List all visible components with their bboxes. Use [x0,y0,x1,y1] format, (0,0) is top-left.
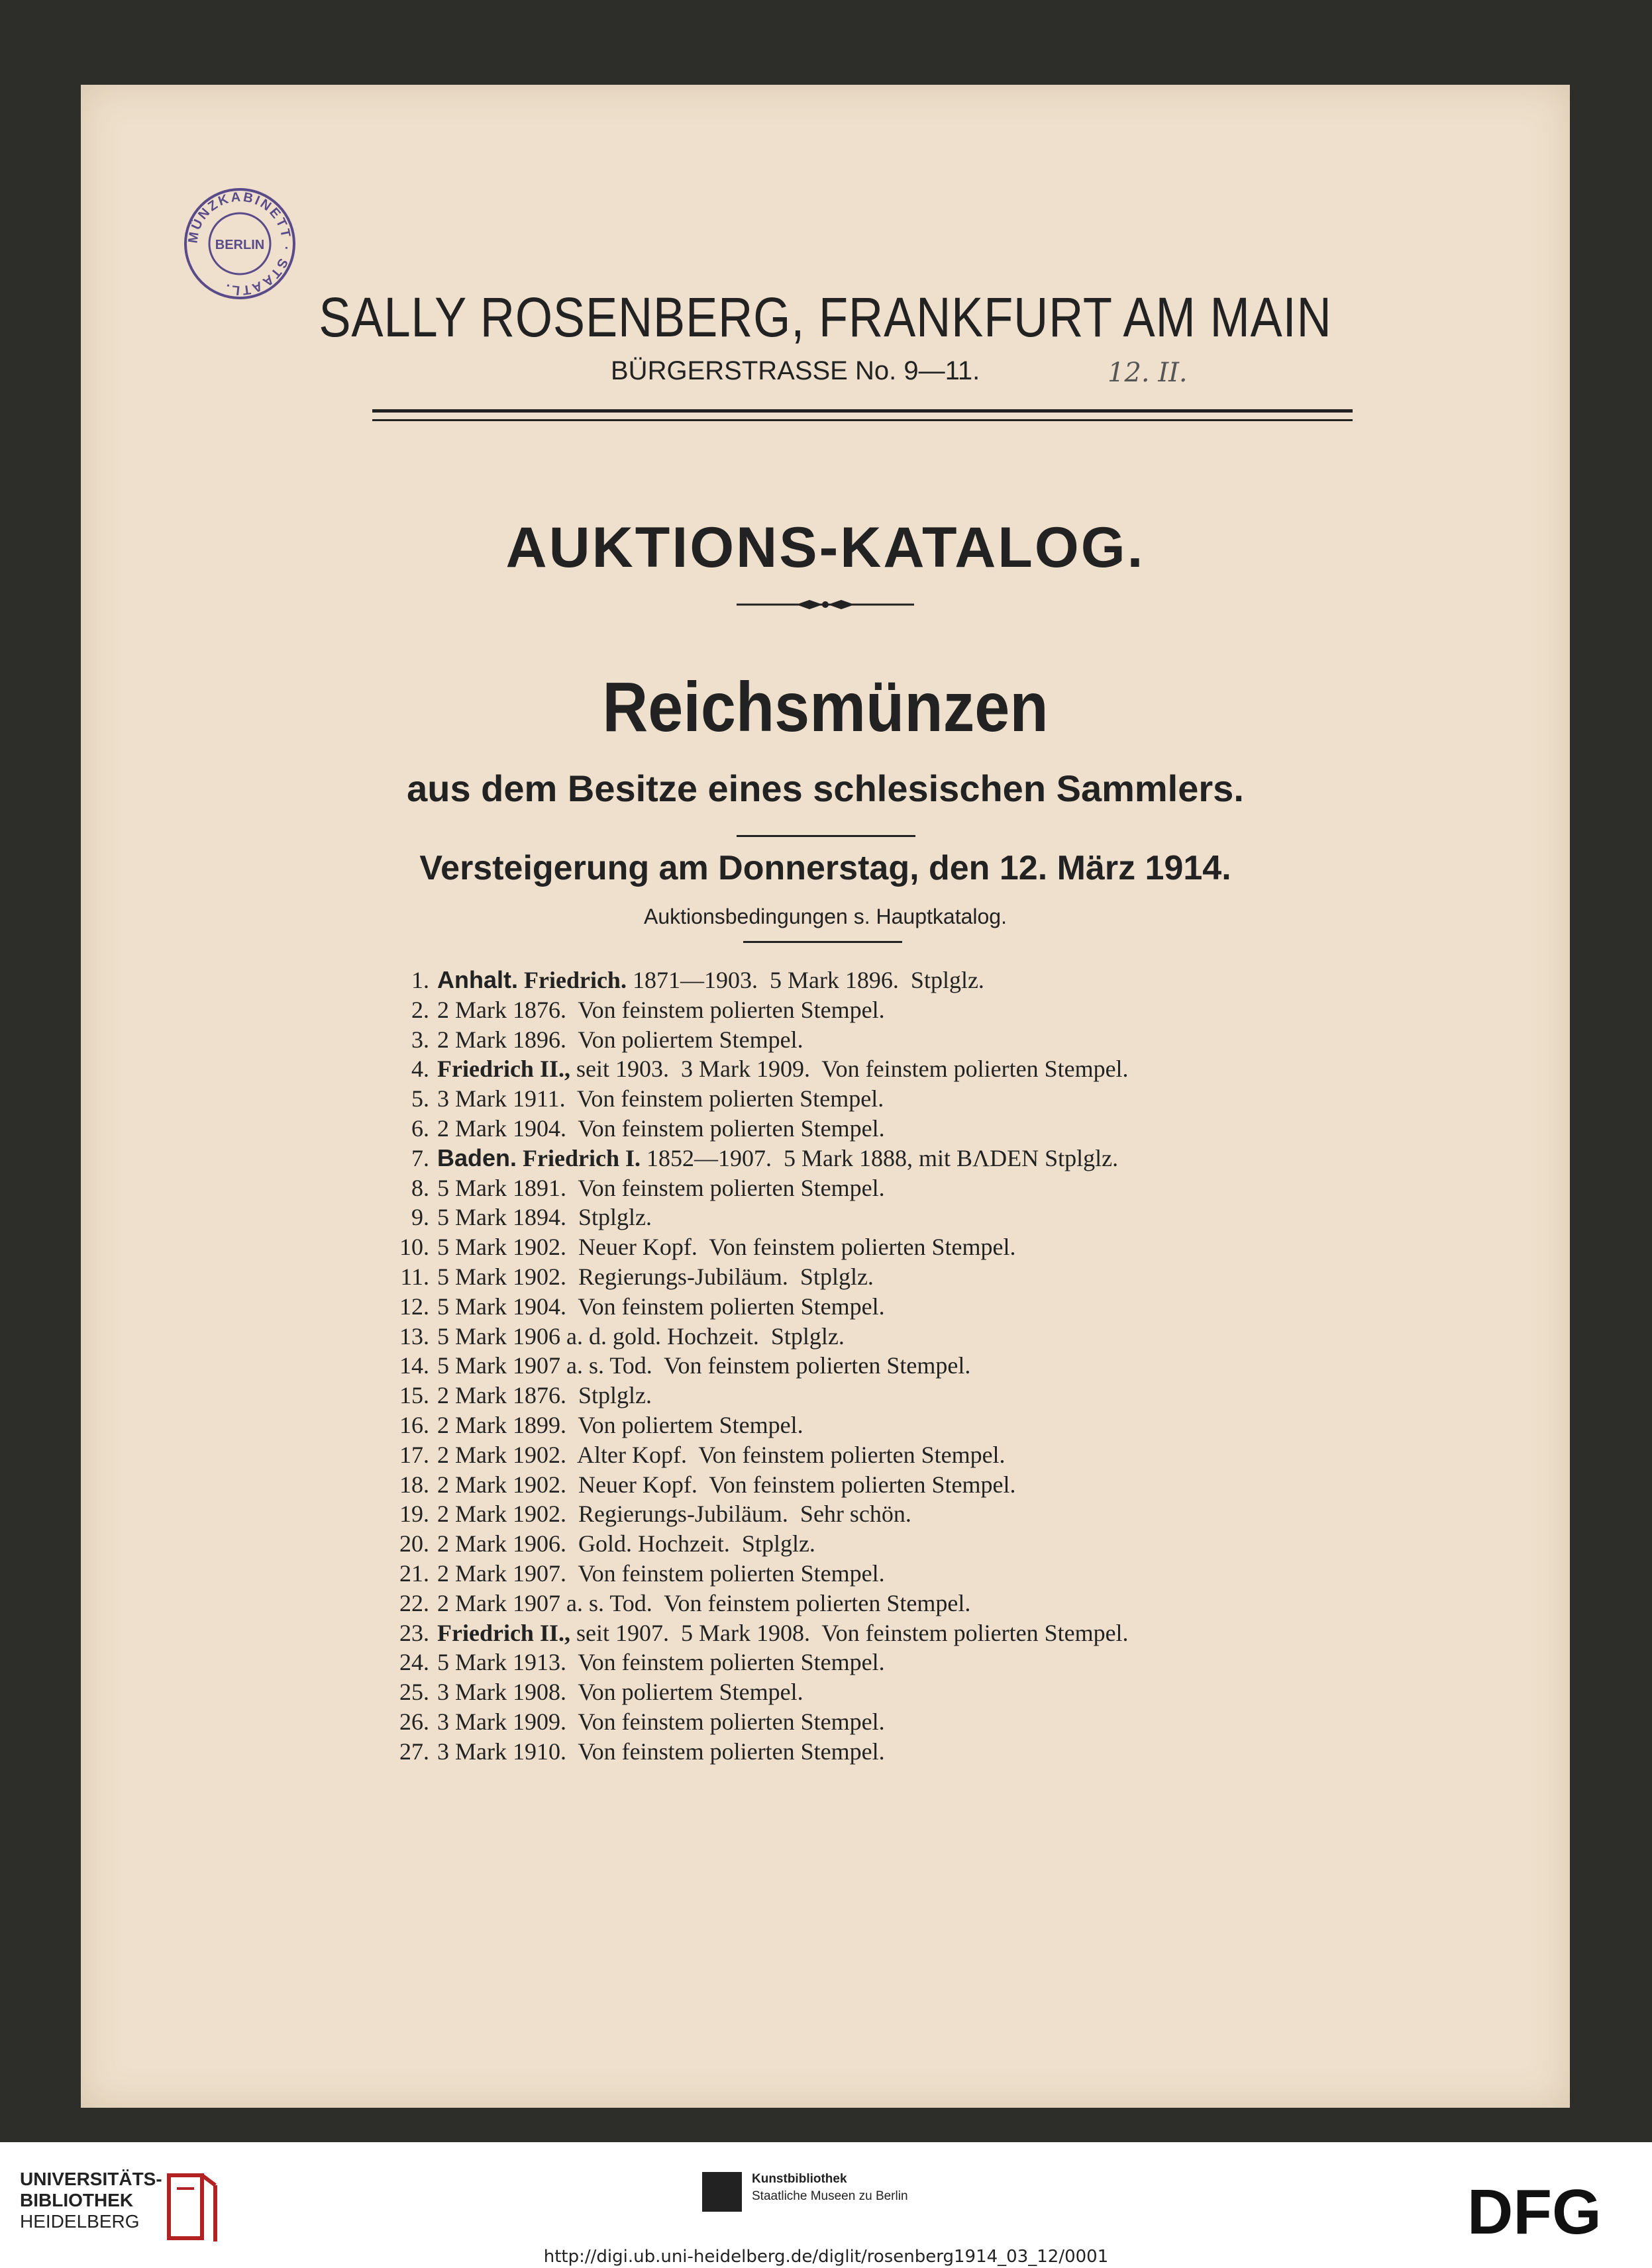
lot-number: 4. [411,1056,429,1083]
library-book-icon [162,2169,222,2245]
stamp-arc-text: MÜNZKABINETT · STAATL. [185,189,294,298]
lot-description: 2 Mark 1904. Von feinstem polierten Stempel. [437,1114,885,1142]
lot-entry [370,995,1403,1025]
lot-number: 9. [411,1204,429,1231]
lot-description: 5 Mark 1904. Von feinstem polierten Stempel. [437,1293,885,1320]
lot-number: 21. [399,1559,429,1587]
lot-entry [370,1025,1403,1055]
dfg-logo-text: DFG [1467,2182,1602,2242]
lot-number: 10. [399,1234,429,1261]
lot-entry [370,1262,1403,1292]
lot-number: 11. [400,1263,429,1290]
lot-entry [370,1737,1403,1767]
lot-ruler: Friedrich. [524,967,627,993]
lot-description: 5 Mark 1891. Von feinstem polierten Stempel. [437,1174,885,1201]
library-name-line-2: BIBLIOTHEK [20,2190,134,2210]
dealer-address: BÜRGERSTRASSE No. 9—11. [611,356,980,385]
lot-description: 5 Mark 1913. Von feinstem polierten Stempel. [437,1649,885,1676]
lot-description: 5 Mark 1894. Stplglz. [437,1204,652,1231]
lot-number: 17. [399,1441,429,1468]
lot-number: 18. [399,1471,429,1498]
lot-entry [370,1707,1403,1737]
library-name-line-1: UNIVERSITÄTS- [20,2169,162,2189]
lot-ruler: Friedrich II., [437,1619,570,1646]
lot-description: 2 Mark 1906. Gold. Hochzeit. Stplglz. [437,1530,815,1557]
lot-number: 16. [399,1411,429,1438]
lot-number: 12. [399,1293,429,1320]
lot-entry [370,1618,1403,1648]
lot-number: 15. [399,1382,429,1409]
digitization-footer [0,2142,1652,2268]
lot-entry [370,1203,1403,1232]
lot-entry [370,1144,1403,1173]
list-rule [743,941,902,943]
lot-number: 24. [399,1649,429,1676]
lot-entry [370,1677,1403,1707]
lot-description: 2 Mark 1902. Neuer Kopf. Von feinstem polierten Stempel. [437,1471,1016,1498]
lot-entry [370,1054,1403,1084]
lot-number: 3. [411,1026,429,1053]
lot-list [370,965,1403,1767]
lot-description: seit 1903. 3 Mark 1909. Von feinstem polierten Stempel. [576,1056,1129,1083]
lot-description: 2 Mark 1902. Alter Kopf. Von feinstem polierten Stempel. [437,1441,1006,1468]
lot-entry [370,1470,1403,1500]
kunstbibliothek-name: Kunstbibliothek [752,2172,847,2186]
catalog-label: AUKTIONS-KATALOG. [505,516,1145,579]
lot-description: 1871—1903. 5 Mark 1896. Stplglz. [632,967,984,993]
dealer-name: SALLY ROSENBERG, FRANKFURT AM MAIN [319,286,1332,348]
auction-conditions: Auktionsbedingungen s. Hauptkatalog. [644,905,1007,928]
lot-entry [370,1648,1403,1677]
lot-entry [370,965,1403,995]
lot-number: 13. [399,1322,429,1350]
lot-entry [370,1292,1403,1322]
lot-entry [370,1232,1403,1262]
lot-number: 14. [399,1352,429,1379]
ornament-divider [81,595,1570,615]
lot-description: 5 Mark 1902. Regierungs-Jubiläum. Stplglz. [437,1263,874,1290]
auction-date: Versteigerung am Donnerstag, den 12. März 1914. [419,849,1231,887]
permalink-url[interactable]: http://digi.ub.uni-heidelberg.de/diglit/rosenberg1914_03_12/0001 [543,2247,1109,2267]
catalog-title: Reichsmünzen [602,668,1049,746]
lot-description: seit 1907. 5 Mark 1908. Von feinstem polierten Stempel. [576,1619,1129,1646]
lot-number: 7. [411,1144,429,1171]
lot-description: 5 Mark 1902. Neuer Kopf. Von feinstem polierten Stempel. [437,1234,1016,1261]
dfg-logo [1467,2182,1626,2242]
lot-number: 22. [399,1589,429,1616]
lot-entry [370,1499,1403,1529]
lot-description: 3 Mark 1909. Von feinstem polierten Stempel. [437,1708,885,1735]
catalog-subtitle: aus dem Besitze eines schlesischen Sammlers. [407,767,1244,809]
subtitle-rule [737,835,915,837]
lot-number: 20. [399,1530,429,1557]
lot-number: 5. [411,1085,429,1112]
lot-entry [370,1322,1403,1352]
lot-description: 2 Mark 1902. Regierungs-Jubiläum. Sehr schön. [437,1501,911,1528]
lot-description: 2 Mark 1896. Von poliertem Stempel. [437,1026,803,1053]
lot-description: 2 Mark 1907. Von feinstem polierten Stempel. [437,1559,885,1587]
lot-number: 19. [399,1501,429,1528]
header-rule-top [372,409,1353,413]
kunstbibliothek-icon [702,2172,742,2212]
catalog-page [81,85,1570,2108]
lot-entry [370,1381,1403,1410]
lot-number: 23. [399,1619,429,1646]
lot-entry [370,1173,1403,1203]
lot-number: 26. [399,1708,429,1735]
handwritten-note: 12. II. [1108,358,1188,388]
lot-description: 2 Mark 1907 a. s. Tod. Von feinstem polierten Stempel. [437,1589,971,1616]
header-rule-bottom [372,419,1353,421]
lot-number: 1. [411,967,429,993]
lot-entry [370,1440,1403,1470]
lot-entry [370,1084,1403,1114]
lot-description: 2 Mark 1876. Stplglz. [437,1382,652,1409]
lot-entry [370,1114,1403,1144]
library-name-line-3: HEIDELBERG [20,2211,140,2232]
lot-entry [370,1529,1403,1559]
lot-description: 1852—1907. 5 Mark 1888, mit BΛDEN Stplglz. [646,1144,1119,1171]
lot-entry [370,1589,1403,1618]
lot-number: 6. [411,1114,429,1142]
lot-entry [370,1351,1403,1381]
lot-description: 5 Mark 1906 a. d. gold. Hochzeit. Stplglz. [437,1322,845,1350]
lot-description: 2 Mark 1899. Von poliertem Stempel. [437,1411,803,1438]
lot-entry [370,1559,1403,1589]
lot-description: 3 Mark 1908. Von poliertem Stempel. [437,1679,803,1706]
lot-number: 2. [411,996,429,1023]
lot-region: Baden. [437,1144,517,1171]
lot-number: 25. [399,1679,429,1706]
kunstbibliothek-subtitle: Staatliche Museen zu Berlin [752,2189,908,2203]
lot-region: Anhalt. [437,966,518,993]
lot-number: 8. [411,1174,429,1201]
lot-description: 3 Mark 1911. Von feinstem polierten Stempel. [437,1085,884,1112]
lot-ruler: Friedrich I. [523,1144,641,1171]
lot-entry [370,1410,1403,1440]
lot-ruler: Friedrich II., [437,1056,570,1083]
stamp-center-text: BERLIN [215,238,265,252]
lot-number: 27. [399,1738,429,1765]
lot-description: 3 Mark 1910. Von feinstem polierten Stempel. [437,1738,885,1765]
lot-description: 2 Mark 1876. Von feinstem polierten Stempel. [437,996,885,1023]
lot-description: 5 Mark 1907 a. s. Tod. Von feinstem polierten Stempel. [437,1352,971,1379]
